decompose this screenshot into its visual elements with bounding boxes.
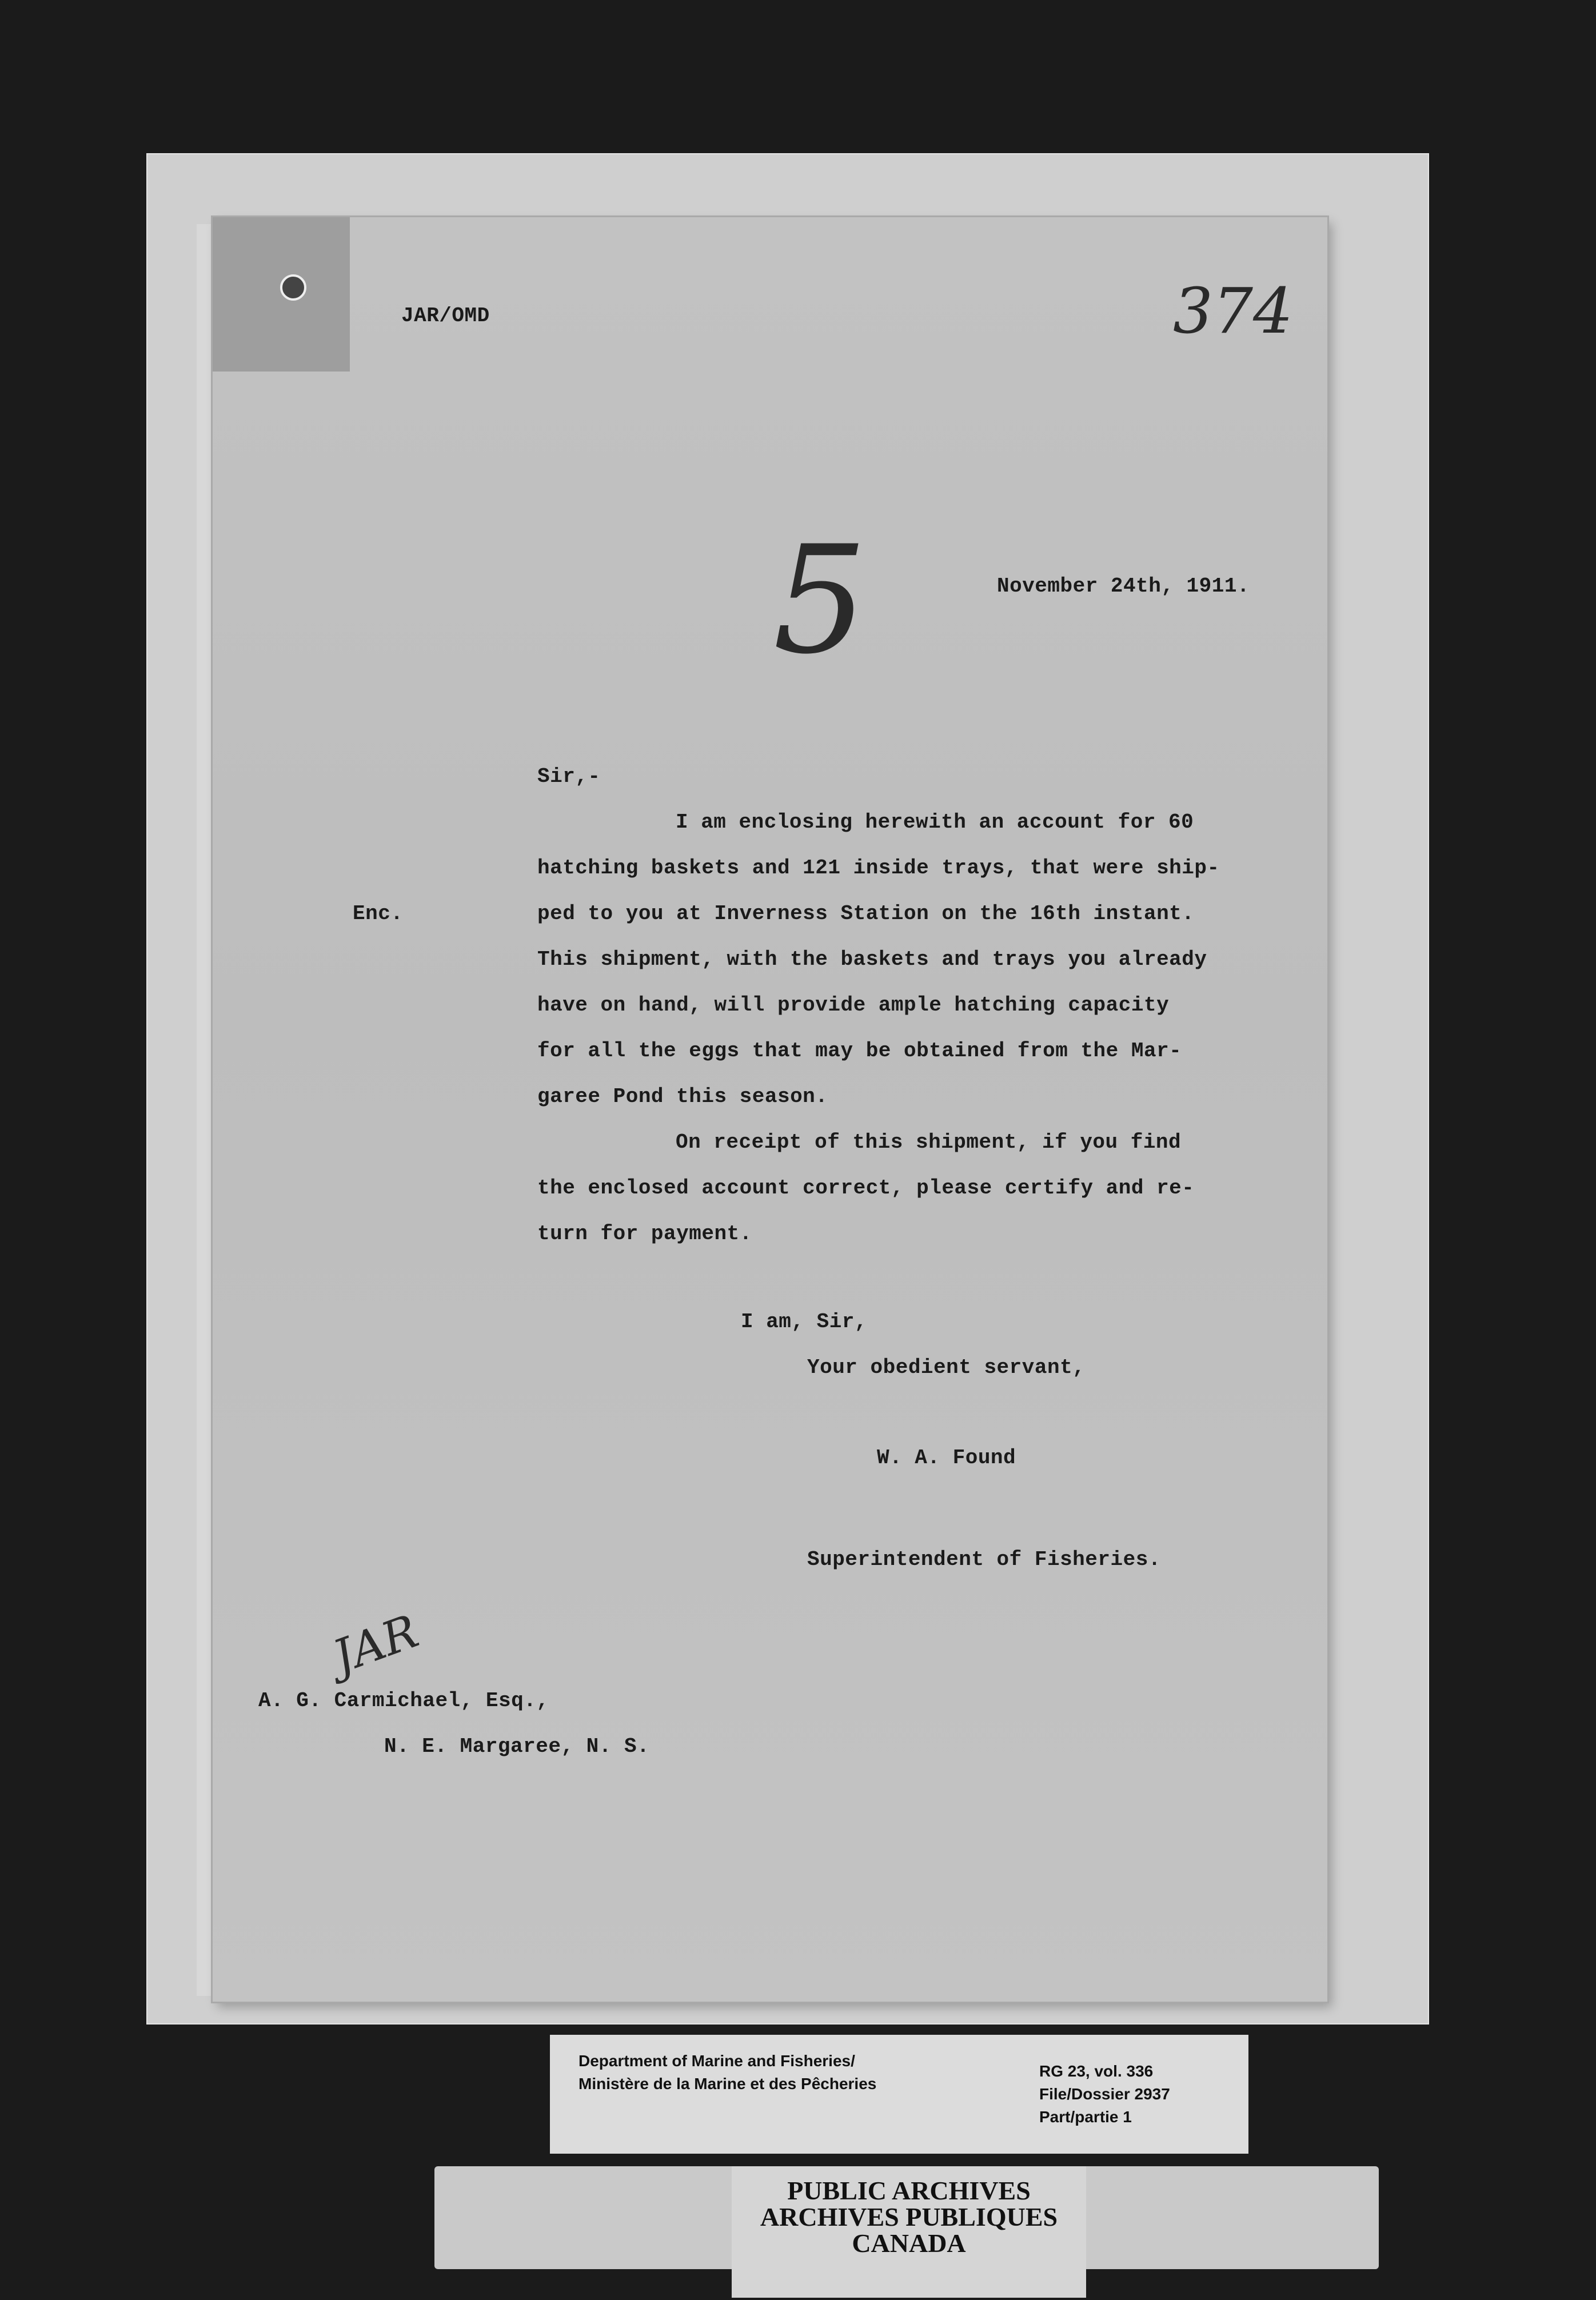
addressee-name: A. G. Carmichael, Esq., (258, 1689, 549, 1712)
body-line: for all the eggs that may be obtained from the Mar- (537, 1039, 1182, 1063)
part-number: Part/partie 1 (1039, 2108, 1132, 2126)
record-group: RG 23, vol. 336 (1039, 2062, 1154, 2080)
department-line: Ministère de la Marine et des Pêcheries (578, 2075, 877, 2093)
body-line: This shipment, with the baskets and trays you already (537, 948, 1207, 971)
file-number: File/Dossier 2937 (1039, 2085, 1170, 2103)
stamp-line: CANADA (852, 2229, 966, 2258)
closing-line: I am, Sir, (741, 1310, 868, 1333)
body-line: I am enclosing herewith an account for 60 (676, 810, 1194, 834)
closing-line: Your obedient servant, (807, 1356, 1086, 1379)
stamp-line: ARCHIVES PUBLIQUES (760, 2202, 1058, 2231)
stamp-line: PUBLIC ARCHIVES (787, 2176, 1031, 2205)
handwritten-initials: JAR (326, 1604, 425, 1684)
handwritten-mark: 5 (773, 514, 868, 687)
signature: W. A. Found (877, 1446, 1016, 1470)
body-line: turn for payment. (537, 1222, 752, 1245)
addressee-place: N. E. Margaree, N. S. (384, 1735, 650, 1758)
enclosure-note: Enc. (353, 902, 404, 925)
letter-date: November 24th, 1911. (997, 574, 1250, 598)
body-line: have on hand, will provide ample hatching capacity (537, 993, 1170, 1017)
body-line: hatching baskets and 121 inside trays, that were ship- (537, 856, 1220, 880)
body-line: ped to you at Inverness Station on the 16th instant. (537, 902, 1195, 925)
signatory-title: Superintendent of Fisheries. (807, 1548, 1161, 1571)
folio-number: 374 (1173, 274, 1293, 348)
archives-stamp (434, 2166, 1379, 2269)
paper-clip-tab (213, 217, 350, 372)
body-line: garee Pond this season. (537, 1085, 828, 1108)
stamp-panel (732, 2166, 1086, 2298)
reference-code: JAR/OMD (401, 304, 490, 328)
punch-hole-icon (280, 274, 306, 301)
department-line: Department of Marine and Fisheries/ (578, 2052, 855, 2070)
body-line: On receipt of this shipment, if you find (676, 1131, 1182, 1154)
letter-sheet (213, 217, 1327, 2002)
salutation: Sir,- (537, 765, 601, 788)
body-line: the enclosed account correct, please certify and re- (537, 1176, 1195, 1200)
archive-label (550, 2035, 1248, 2154)
